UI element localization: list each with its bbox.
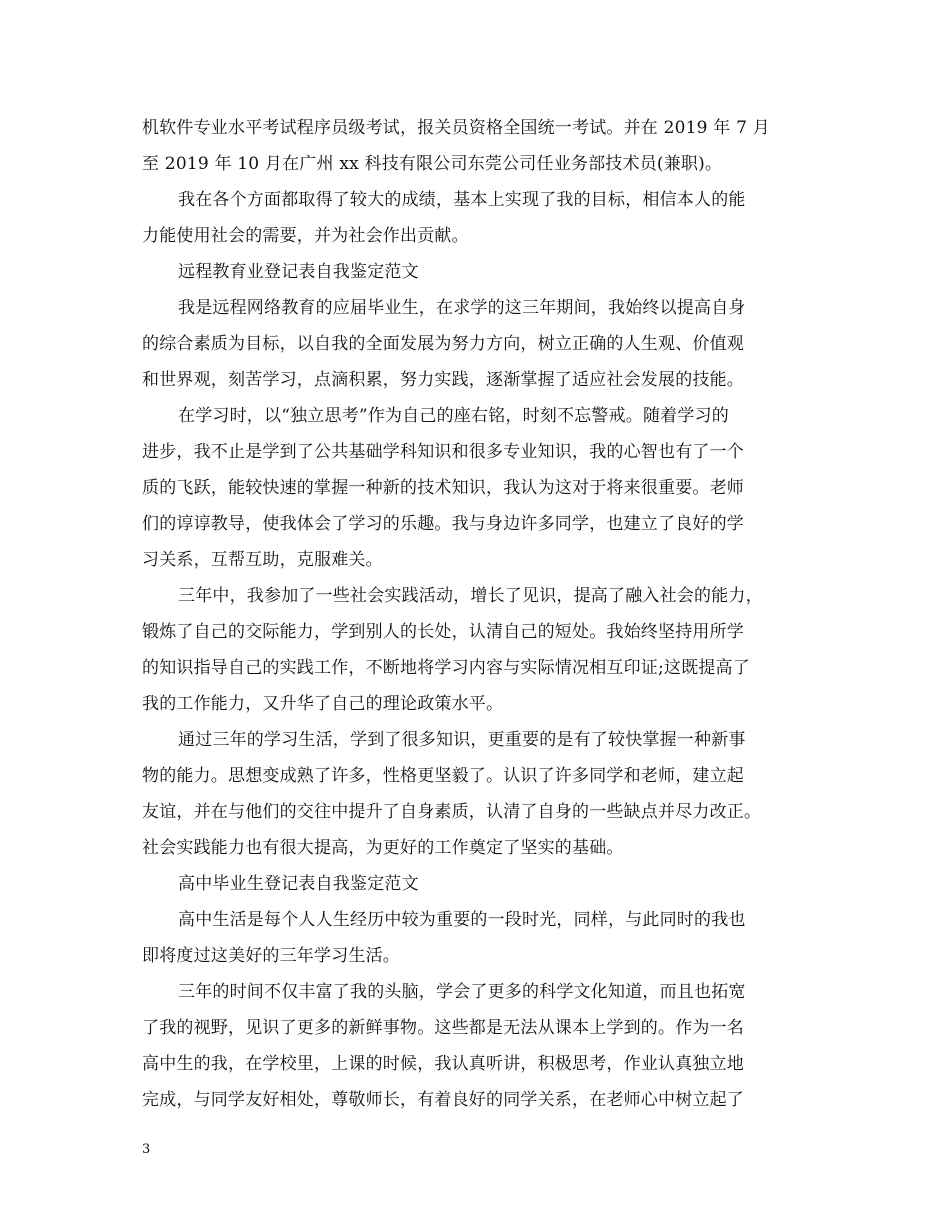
text-line: 高中生活是每个人人生经历中较为重要的一段时光，同样，与此同时的我也 [178,910,746,930]
text-line: 习关系，互帮互助，克服难关。 [142,550,383,570]
text-line: 三年中，我参加了一些社会实践活动，增长了见识，提高了融入社会的能力， [178,586,763,606]
text-line: 物的能力。思想变成熟了许多，性格更坚毅了。认识了许多同学和老师，建立起 [142,766,744,786]
text-line: 质的飞跃，能较快速的掌握一种新的技术知识，我认为这对于将来很重要。老师 [142,478,744,498]
text-line: 我在各个方面都取得了较大的成绩，基本上实现了我的目标，相信本人的能 [178,190,746,210]
text-line: 三年的时间不仅丰富了我的头脑，学会了更多的科学文化知道，而且也拓宽 [178,982,746,1002]
section-heading: 远程教育业登记表自我鉴定范文 [178,262,419,282]
text-line: 和世界观，刻苦学习，点滴积累，努力实践，逐渐掌握了适应社会发展的技能。 [142,370,744,390]
text-line: 机软件专业水平考试程序员级考试，报关员资格全国统一考试。并在 2019 年 7 月 [142,118,770,138]
text-line: 们的谆谆教导，使我体会了学习的乐趣。我与身边许多同学，也建立了良好的学 [142,514,744,534]
text-line: 力能使用社会的需要，并为社会作出贡献。 [142,226,469,246]
text-line: 进步，我不止是学到了公共基础学科知识和很多专业知识，我的心智也有了一个 [142,442,744,462]
text-line: 的综合素质为目标，以自我的全面发展为努力方向，树立正确的人生观、价值观 [142,334,744,354]
text-line: 我是远程网络教育的应届毕业生，在求学的这三年期间，我始终以提高自身 [178,298,746,318]
text-line: 通过三年的学习生活，学到了很多知识，更重要的是有了较快掌握一种新事 [178,730,746,750]
page-number: 3 [142,1142,151,1157]
text-line: 高中生的我，在学校里，上课的时候，我认真听讲，积极思考，作业认真独立地 [142,1054,744,1074]
text-line: 友谊，并在与他们的交往中提升了自身素质，认清了自身的一些缺点并尽力改正。 [142,802,762,822]
text-line: 我的工作能力，又升华了自己的理论政策水平。 [142,694,504,714]
text-line: 完成，与同学友好相处，尊敬师长，有着良好的同学关系，在老师心中树立起了 [142,1090,744,1110]
text-line: 即将度过这美好的三年学习生活。 [142,946,400,966]
text-line: 至 2019 年 10 月在广州 xx 科技有限公司东莞公司任业务部技术员(兼职)。 [142,154,723,174]
section-heading: 高中毕业生登记表自我鉴定范文 [178,874,419,894]
text-line: 了我的视野，见识了更多的新鲜事物。这些都是无法从课本上学到的。作为一名 [142,1018,744,1038]
text-line: 在学习时，以“独立思考”作为自己的座右铭，时刻不忘警戒。随着学习的 [178,406,729,426]
text-line: 的知识指导自己的实践工作，不断地将学习内容与实际情况相互印证;这既提高了 [142,658,750,678]
text-line: 社会实践能力也有很大提高，为更好的工作奠定了坚实的基础。 [142,838,624,858]
text-line: 锻炼了自己的交际能力，学到别人的长处，认清自己的短处。我始终坚持用所学 [142,622,744,642]
